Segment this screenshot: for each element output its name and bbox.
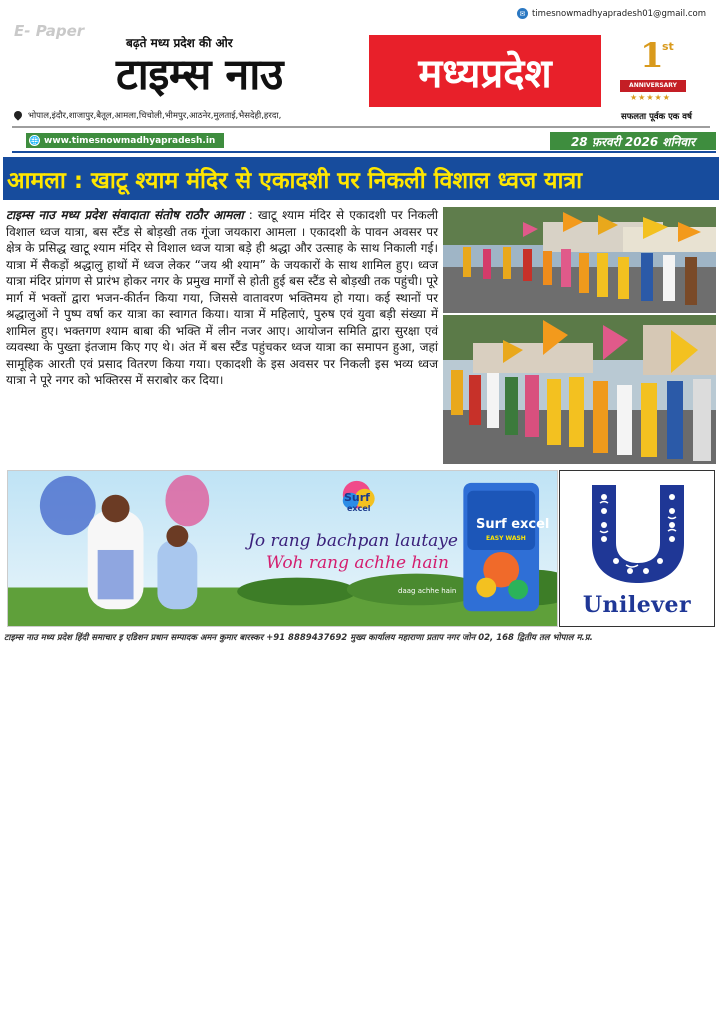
anniversary-number: 1 (640, 36, 664, 76)
unilever-wordmark: Unilever (582, 592, 692, 618)
anniversary-badge (616, 36, 690, 108)
surf-logo-bottom: excel (347, 504, 371, 513)
tagline: बढ़ते मध्य प्रदेश की ओर (126, 36, 233, 50)
surf-slogan-line1: Jo rang bachpan lautaye (248, 531, 458, 551)
anniversary-suffix: st (662, 40, 674, 53)
surf-slogan-line2: Woh rang achhe hain (266, 553, 449, 573)
surf-pack-brand: Surf excel (476, 517, 550, 532)
location-pin-icon (14, 111, 22, 121)
issue-date: 28 फ़रवरी 2026 शनिवार (550, 132, 716, 150)
procession-photo-bottom (443, 315, 716, 464)
surf-tagline: daag achhe hain (398, 587, 457, 595)
surf-excel-ad[interactable] (7, 470, 558, 627)
anniversary-ribbon: ANNIVERSARY (620, 80, 686, 92)
website-text: www.timesnowmadhyapradesh.in (44, 135, 216, 146)
globe-icon: 🌐 (29, 136, 40, 145)
article-body (6, 207, 438, 389)
article-headline: आमला : खाटू श्याम मंदिर से एकादशी पर निकली विशाल ध्वज यात्रा (3, 157, 719, 200)
imprint-footer: टाइम्स नाउ मध्य प्रदेश हिंदी समाचार इ एडिशन प्रधान सम्पादक अमन कुमार बारस्कर +91 8889437692 मुख्य कार्यालय महाराणा प्रताप नगर जोन 02, 168 द्वितीय तल भोपाल म.प्र. (4, 633, 593, 643)
unilever-logo-icon (586, 481, 690, 585)
email-contact[interactable] (517, 8, 706, 19)
brand-name-red: मध्यप्रदेश (369, 35, 601, 107)
epaper-label: E- Paper (14, 22, 85, 40)
article-text: : खाटू श्याम मंदिर से एकादशी पर निकली विशाल ध्वज यात्रा, बस स्टैंड से बोड़खी तक गूंजा जयकारा आमला । एकादशी के पावन अवसर पर क्षेत्र के प्रसिद्ध खाटू श्याम मंदिर से विशाल ध्वज यात्रा बड़े ही श्रद्धा और उत्साह के साथ निकाली गई। यात्रा में सैकड़ों श्रद्धालु हाथों में ध्वज लेकर “जय श्री श्याम” के जयकारों के साथ शामिल हुए। ध्वज यात्रा मंदिर प्रांगण से प्रारंभ होकर नगर के प्रमुख मार्गों से होती हुई बस स्टैंड से बोड़खी तक पहुंची। पूरे मार्ग में भक्तों द्वारा भजन-कीर्तन किया गया, जिससे वातावरण भक्तिमय हो गया। कई स्थानों पर श्रद्धालुओं ने पुष्प वर्षा कर यात्रा का स्वागत किया। यात्रा में महिलाएं, पुरुष एवं युवा बड़ी संख्या में शामिल हुए। भक्तगण श्याम बाबा की भक्ति में लीन नजर आए। आयोजन समिति द्वारा सुरक्षा एवं व्यवस्था के पुख्ता इंतजाम किए गए थे। अंत में बस स्टैंड पहुंचकर ध्वज यात्रा का समापन हुआ, जहां सामूहिक आरती एवं प्रसाद वितरण किया गया। एकादशी के इस अवसर पर निकली इस भव्य ध्वज यात्रा ने पूरे नगर को भक्तिरस में सराबोर कर दिया। (6, 208, 438, 387)
article-byline: टाइम्स नाउ मध्य प्रदेश संवादाता संतोष राठौर आमला (6, 208, 244, 222)
stars-icon: ★★★★★ (630, 93, 671, 102)
brand-name-black: टाइम्स नाउ (116, 50, 284, 100)
surf-logo-top: Surf (344, 491, 370, 504)
email-icon: ✉ (517, 8, 528, 19)
procession-photo-top (443, 207, 716, 313)
email-text: timesnowmadhyapradesh01@gmail.com (531, 8, 706, 19)
divider (12, 151, 716, 153)
surf-pack-sub: EASY WASH (486, 535, 526, 542)
website-link[interactable] (26, 133, 224, 148)
edition-cities (14, 110, 281, 121)
anniversary-caption: सफलता पूर्वक एक वर्ष (621, 112, 692, 122)
divider (12, 126, 710, 128)
unilever-ad[interactable] (559, 470, 715, 627)
cities-text: भोपाल,इंदौर,शाजापुर,बैतूल,आमला,चिचोली,भीमपुर,आठनेर,मुलताई,भैसदेही,हरदा, (28, 111, 282, 121)
